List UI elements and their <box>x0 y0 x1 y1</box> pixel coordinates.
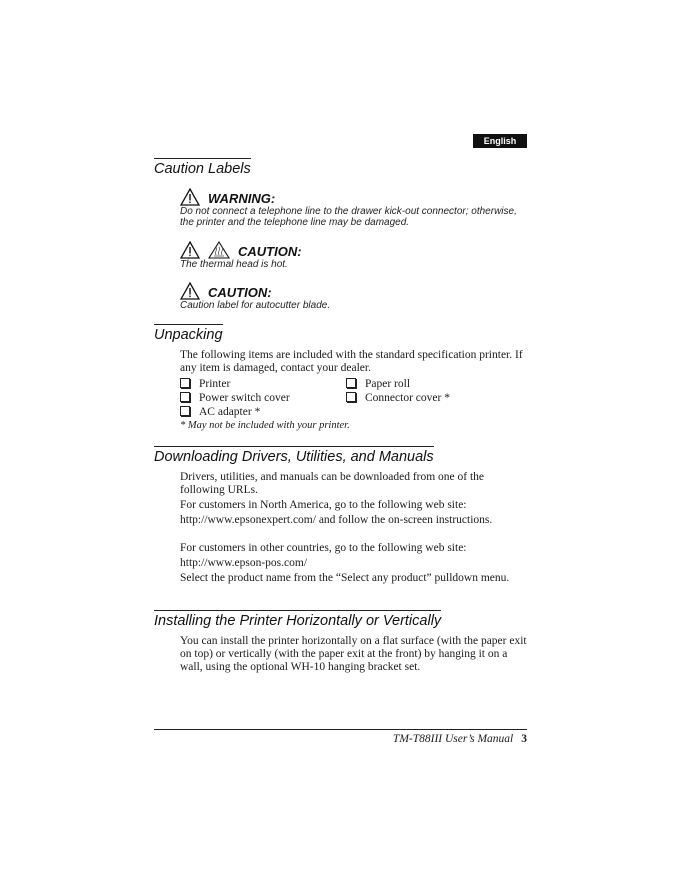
checkbox-bullet-icon <box>180 378 190 388</box>
hot-surface-icon <box>208 241 230 259</box>
page-number: 3 <box>521 733 527 745</box>
warning-title-row <box>180 186 275 206</box>
list-item: AC adapter * <box>180 405 260 419</box>
downloading-paragraph: For customers in other countries, go to the following web site: <box>180 542 467 554</box>
downloading-paragraph: Drivers, utilities, and manuals can be downloaded from one of the following URLs. <box>180 471 485 496</box>
checkbox-bullet-icon <box>346 392 356 402</box>
caution-cutter-text: Caution label for autocutter blade. <box>180 300 331 311</box>
warning-triangle-icon <box>180 241 200 259</box>
caution-hot-text: The thermal head is hot. <box>180 259 288 270</box>
downloading-paragraph: Select the product name from the “Select any product” pulldown menu. <box>180 572 510 584</box>
checkbox-bullet-icon <box>346 378 356 388</box>
unpacking-intro: The following items are included with the standard specification printer. If any item is damaged, contact your dealer. <box>180 349 523 374</box>
footer <box>393 733 527 745</box>
caution-hot-title-row <box>180 239 302 259</box>
language-tab: English <box>473 134 527 148</box>
checkbox-bullet-icon <box>180 406 190 416</box>
list-item: Connector cover * <box>346 391 450 405</box>
warning-triangle-icon <box>180 282 200 300</box>
section-heading-caution-labels: Caution Labels <box>154 158 251 178</box>
section-heading-downloading: Downloading Drivers, Utilities, and Manuals <box>154 446 434 466</box>
caution-cutter-title: CAUTION: <box>208 285 272 300</box>
downloading-url: http://www.epson-pos.com/ <box>180 557 308 569</box>
caution-cutter-title-row <box>180 280 272 300</box>
list-item: Power switch cover <box>180 391 290 405</box>
installing-paragraph: You can install the printer horizontally on a flat surface (with the paper exit on top) or vertically (with the paper exit at the front) by hanging it on a wall, using the optional WH-10 hanging bracket set. <box>180 635 527 673</box>
warning-triangle-icon <box>180 188 200 206</box>
list-item: Printer <box>180 377 230 391</box>
caution-hot-title: CAUTION: <box>238 244 302 259</box>
unpacking-note: * May not be included with your printer. <box>180 420 350 431</box>
downloading-paragraph: For customers in North America, go to the following web site: <box>180 499 467 511</box>
section-heading-unpacking: Unpacking <box>154 324 223 344</box>
warning-text: Do not connect a telephone line to the drawer kick-out connector; otherwise, the printer and the telephone line may be damaged. <box>180 206 517 228</box>
checkbox-bullet-icon <box>180 392 190 402</box>
section-heading-installing: Installing the Printer Horizontally or Vertically <box>154 610 441 630</box>
warning-title: WARNING: <box>208 191 276 206</box>
downloading-paragraph: http://www.epsonexpert.com/ and follow the on-screen instructions. <box>180 514 493 526</box>
footer-rule <box>154 729 527 730</box>
list-item: Paper roll <box>346 377 410 391</box>
manual-title: TM-T88III User’s Manual <box>392 733 514 745</box>
